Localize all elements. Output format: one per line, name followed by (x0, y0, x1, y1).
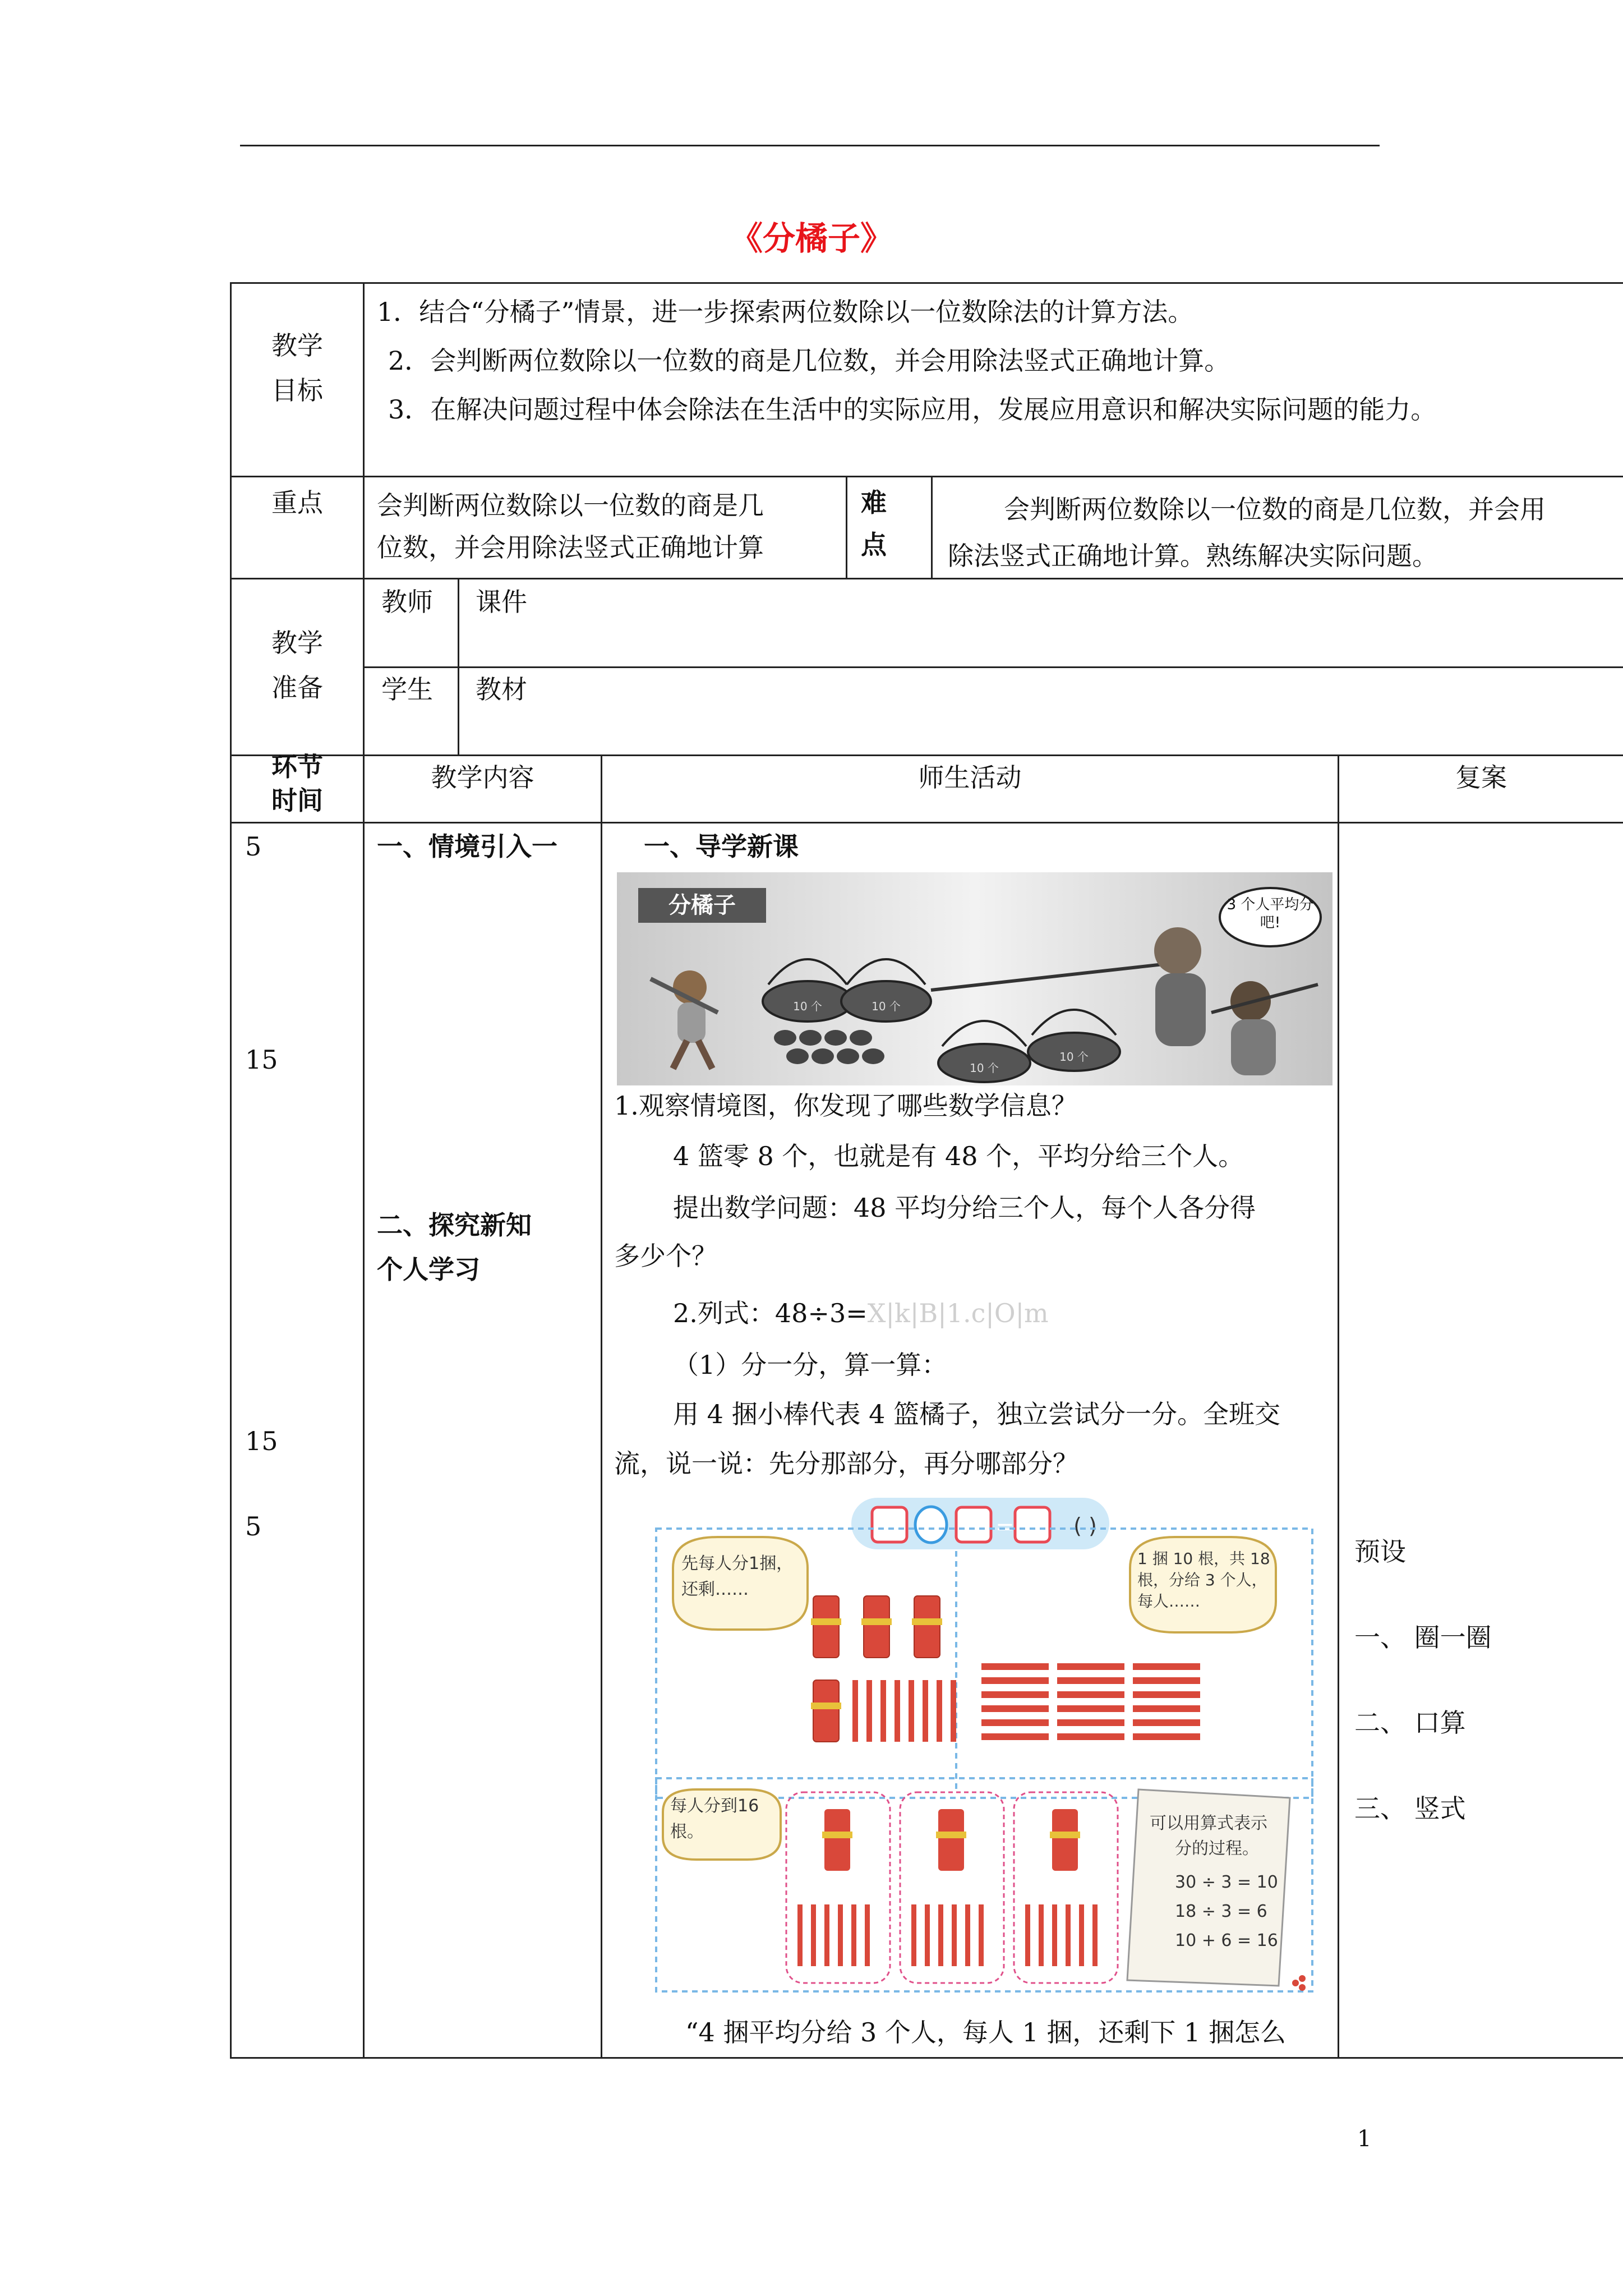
basket-label: 10 个 (793, 1000, 822, 1013)
difficult-label-1: 难 (861, 487, 887, 518)
plan-item: 三、 竖式 (1354, 1793, 1466, 1824)
header-col1-1: 环节 (271, 752, 323, 782)
prep-label-2: 准备 (271, 673, 323, 703)
note-line-2: 分的过程。 (1175, 1839, 1259, 1858)
para-5-line-1: 用 4 捆小棒代表 4 篮橘子，独立尝试分一分。全班交 (673, 1399, 1281, 1429)
goal-item: 2．会判断两位数除以一位数的商是几位数，并会用除法竖式正确地计算。 (388, 346, 1230, 376)
scene-speech: 3 个人平均分吧! (1227, 896, 1314, 931)
para-5-line-2: 流，说一说：先分那部分，再分哪部分？ (614, 1448, 1078, 1479)
goals-label-1: 教学 (271, 330, 323, 361)
time-value: 15 (245, 1045, 278, 1075)
stick-bundles (813, 1596, 940, 1742)
bubble-1: 先每人分1捆，还剩…… (681, 1554, 794, 1599)
header-col1-2: 时间 (271, 785, 323, 816)
section-2-line-1: 二、探究新知 (377, 1210, 532, 1240)
plan-title: 预设 (1354, 1536, 1406, 1567)
note-line-1: 可以用算式表示 (1150, 1814, 1267, 1833)
plan-item: 二、 口算 (1354, 1708, 1466, 1738)
expression-text: 2.列式：48÷3= (673, 1298, 868, 1328)
page-title: 《分橘子》 (730, 219, 893, 257)
page-number: 1 (1357, 2126, 1372, 2152)
header-col2: 教学内容 (431, 762, 534, 793)
watermark-text: X|k|B|1.c|O|m (867, 1298, 1049, 1328)
svg-text:=: = (995, 1514, 1015, 1540)
teacher-value: 课件 (476, 587, 527, 617)
note-equation-1: 30 ÷ 3 = 10 (1175, 1872, 1278, 1892)
activity-heading: 一、导学新课 (644, 831, 799, 862)
time-value: 5 (245, 1511, 262, 1542)
time-value: 5 (245, 831, 262, 862)
basket-label: 10 个 (970, 1061, 999, 1075)
sticks-division-illustration (651, 1495, 1318, 1997)
orange-scene-illustration (617, 872, 1332, 1085)
student-label: 学生 (381, 674, 433, 705)
goal-item: 1．结合“分橘子”情景，进一步探索两位数除以一位数除法的计算方法。 (377, 297, 1194, 327)
plan-item: 一、 圈一圈 (1354, 1622, 1492, 1653)
goal-item: 3．在解决问题过程中体会除法在生活中的实际应用，发展应用意识和解决实际问题的能力。 (388, 394, 1437, 425)
key-points-text-2: 位数，并会用除法竖式正确地计算 (377, 532, 764, 563)
para-4: （1）分一分，算一算： (673, 1350, 948, 1380)
scene-title: 分橘子 (668, 892, 736, 918)
teacher-label: 教师 (381, 587, 433, 617)
key-points-text-1: 会判断两位数除以一位数的商是几 (377, 490, 764, 521)
section-1: 一、情境引入一 (377, 831, 557, 862)
question-1: 1.观察情境图，你发现了哪些数学信息？ (614, 1091, 1077, 1121)
horizontal-sticks (981, 1663, 1200, 1740)
header-rule (240, 145, 1380, 146)
goals-label-2: 目标 (271, 375, 323, 406)
loose-sticks (852, 1680, 956, 1742)
header-col4: 复案 (1455, 762, 1507, 793)
note-equation-3: 10 + 6 = 16 (1175, 1931, 1278, 1950)
key-points-label: 重点 (271, 487, 323, 518)
difficult-text-2: 除法竖式正确地计算。熟练解决实际问题。 (948, 541, 1438, 571)
header-col3: 师生活动 (918, 762, 1022, 793)
section-2-line-2: 个人学习 (377, 1254, 480, 1285)
basket-label: 10 个 (872, 1000, 901, 1013)
para-1: 4 篮零 8 个，也就是有 48 个，平均分给三个人。 (673, 1141, 1244, 1171)
expression (673, 1290, 1049, 1336)
svg-text:( ): ( ) (1073, 1513, 1097, 1538)
difficult-label-2: 点 (861, 530, 887, 560)
prep-label-1: 教学 (271, 628, 323, 658)
time-value: 15 (245, 1426, 278, 1456)
last-line: “4 捆平均分给 3 个人，每人 1 捆，还剩下 1 捆怎么 (685, 2017, 1286, 2047)
bubble-2: 1 捆 10 根，共 18 根，分给 3 个人，每人…… (1137, 1549, 1270, 1611)
basket-label: 10 个 (1059, 1050, 1089, 1064)
student-value: 教材 (476, 674, 527, 705)
para-2-line-2: 多少个？ (614, 1241, 717, 1271)
bubble-3: 每人分到16根。 (670, 1796, 759, 1842)
para-2-line-1: 提出数学问题：48 平均分给三个人，每个人各分得 (673, 1193, 1256, 1223)
difficult-text-1: 会判断两位数除以一位数的商是几位数，并会用 (1004, 494, 1546, 524)
note-equation-2: 18 ÷ 3 = 6 (1175, 1902, 1267, 1921)
